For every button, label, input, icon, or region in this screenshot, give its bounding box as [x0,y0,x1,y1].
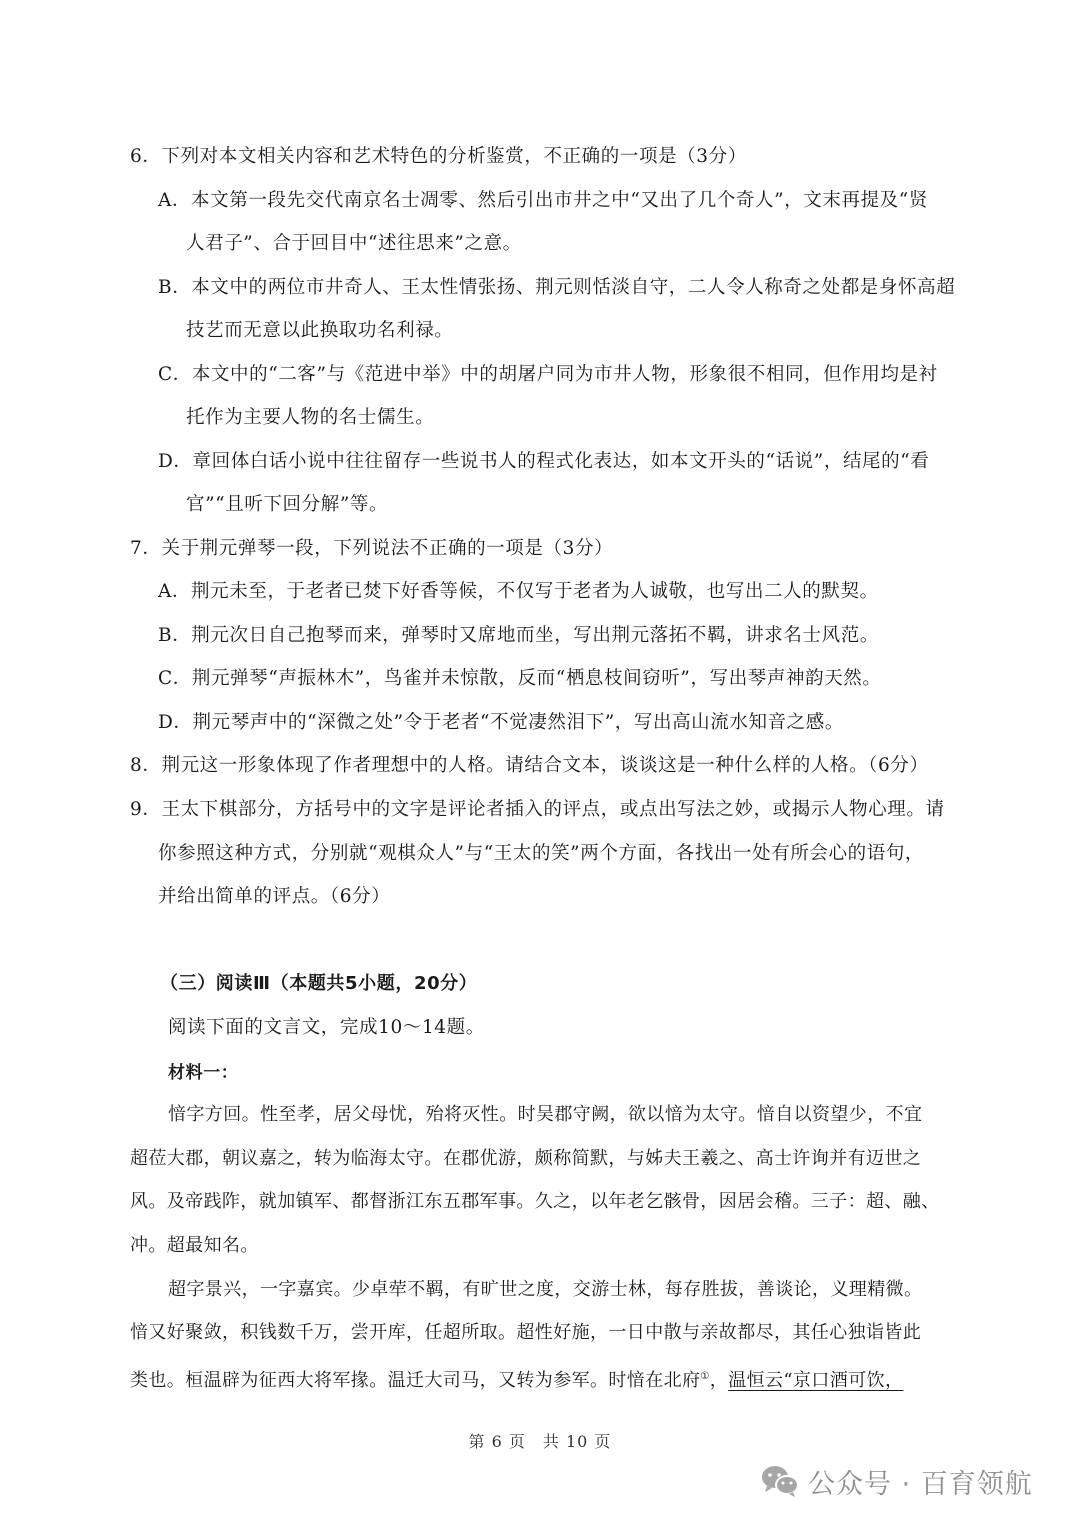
q6-option-c-line1: C．本文中的“二客”与《范进中举》中的胡屠户同为市井人物，形象很不相同，但作用均是衬 [158,364,938,385]
q6-option-d-line1: D．章回体白话小说中往往留存一些说书人的程式化表达，如本文开头的“话说”，结尾的“看 [158,451,930,472]
q6-option-d-line2: 官”“且听下回分解”等。 [186,494,389,515]
section3-heading: （三）阅读Ⅲ（本题共5小题，20分） [160,973,478,994]
q7-option-a: A．荆元未至，于老者已焚下好香等候，不仅写于老者为人诚敬，也写出二人的默契。 [158,581,879,602]
footnote-marker: ① [700,1371,710,1382]
q6-option-a-line1: A．本文第一段先交代南京名士凋零、然后引出市井之中“又出了几个奇人”，文末再提及“贤 [158,190,928,211]
passage-p1-line4: 冲。超最知名。 [130,1235,259,1256]
q6-stem: 6．下列对本文相关内容和艺术特色的分析鉴赏，不正确的一项是（3分） [130,146,747,167]
passage-p1-line3: 风。及帝践阼，就加镇军、都督浙江东五郡军事。久之，以年老乞骸骨，因居会稽。三子：超、融、 [130,1191,940,1212]
passage-text: 类也。桓温辟为征西大将军掾。温迁大司马，又转为参军。时愔在北府 [130,1370,701,1391]
material-label: 材料一： [168,1063,239,1083]
q9-line3: 并给出简单的评点。（6分） [158,886,391,907]
q9-line1: 9．王太下棋部分，方括号中的文字是评论者插入的评点，或点出写法之妙，或揭示人物心理。请 [130,799,945,820]
q6-option-c-line2: 托作为主要人物的名士儒生。 [186,407,435,428]
q6-option-b-line1: B．本文中的两位市井奇人、王太性情张扬、荆元则恬淡自守，二人令人称奇之处都是身怀高超 [158,277,956,298]
q7-stem: 7．关于荆元弹琴一段，下列说法不正确的一项是（3分） [130,538,614,559]
underlined-sentence: 温恒云“京口酒可饮， [728,1370,904,1391]
passage-p2-line2: 愔又好聚敛，积钱数千万，尝开库，任超所取。超性好施，一日中散与亲故都尽，其任心独诣皆此 [130,1322,922,1343]
q8-stem: 8．荆元这一形象体现了作者理想中的人格。请结合文本，谈谈这是一种什么样的人格。（6分） [130,755,929,776]
section3-intro: 阅读下面的文言文，完成10～14题。 [168,1017,485,1038]
page-footer: 第 6 页 共 10 页 [468,1432,612,1451]
passage-p2-line1: 超字景兴，一字嘉宾。少卓荦不羁，有旷世之度，交游士林，每存胜拔，善谈论，义理精微。 [168,1279,923,1300]
watermark [760,1461,1033,1501]
q7-option-b: B．荆元次日自己抱琴而来，弹琴时又席地而坐，写出荆元落拓不羁，讲求名士风范。 [158,625,879,646]
q6-option-b-line2: 技艺而无意以此换取功名利禄。 [186,320,454,341]
passage-p1-line2: 超莅大郡，朝议嘉之，转为临海太守。在郡优游，颇称简默，与姊夫王羲之、高士许询并有迈世之 [130,1148,922,1169]
q7-option-c: C．荆元弹琴“声振林木”，鸟雀并未惊散，反而“栖息枝间窃听”，写出琴声神韵天然。 [158,668,882,689]
q6-option-a-line2: 人君子”、合于回目中“述往思来”之意。 [186,233,522,254]
watermark-text: 公众号 · 百育领航 [808,1468,1033,1500]
passage-punct: ， [709,1370,729,1391]
wechat-icon [760,1464,800,1498]
passage-p2-line3 [130,1365,903,1393]
passage-p1-line1: 愔字方回。性至孝，居父母忧，殆将灭性。时吴郡守阙，欲以愔为太守。愔自以资望少，不宜 [168,1104,923,1125]
q9-line2: 你参照这种方式，分别就“观棋众人”与“王太的笑”两个方面，各找出一处有所会心的语句， [158,843,925,864]
q7-option-d: D．荆元琴声中的“深微之处”令于老者“不觉凄然泪下”，写出高山流水知音之感。 [158,712,844,733]
